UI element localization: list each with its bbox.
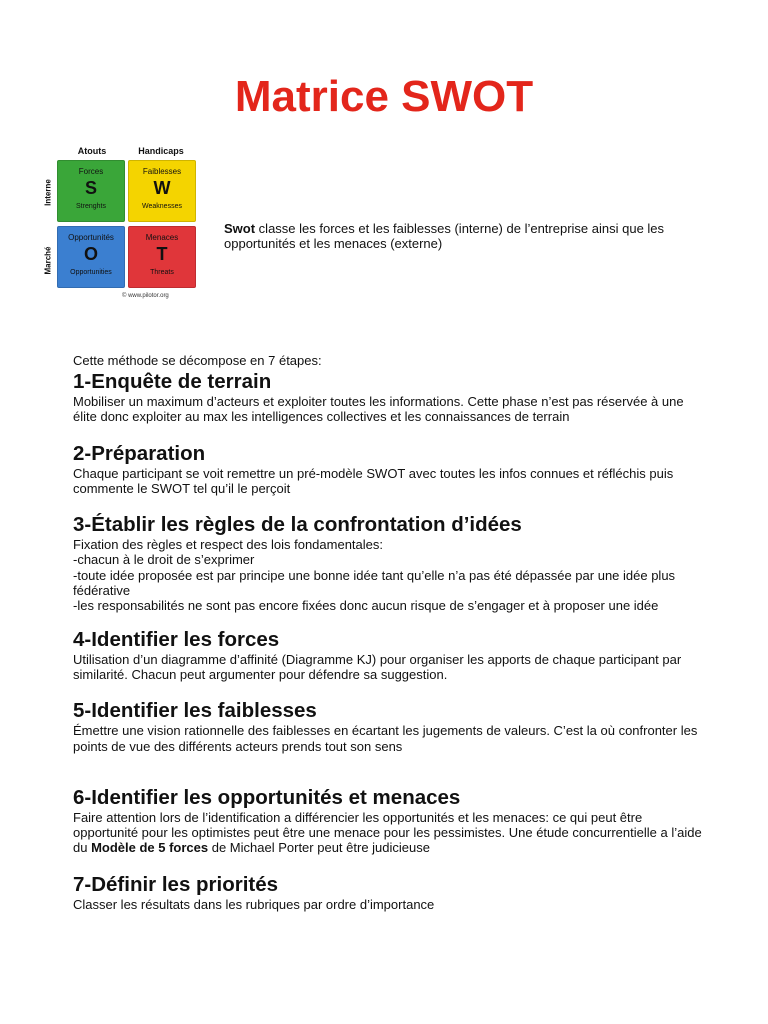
- quadrant-threats: [128, 226, 196, 288]
- step-text-part: de Michael Porter peut être judicieuse: [208, 840, 430, 856]
- quadrant-subtitle: Weaknesses: [142, 203, 182, 210]
- figure-credit: © www.pilotor.org: [122, 293, 169, 299]
- quadrant-title: Opportunités: [68, 233, 114, 242]
- intro-paragraph: [224, 221, 704, 251]
- intro-bold: Swot: [224, 221, 256, 236]
- step-6: [73, 786, 703, 856]
- quadrant-title: Menaces: [145, 233, 179, 242]
- step-3: [73, 513, 703, 613]
- quadrant-letter: O: [83, 244, 98, 264]
- col-header-handicaps: Handicaps: [138, 146, 184, 156]
- quadrant-title: Faiblesses: [142, 167, 182, 176]
- quadrant-title: Forces: [78, 167, 104, 176]
- step-2: [73, 442, 703, 497]
- step-text: Classer les résultats dans les rubriques par ordre d’importance: [73, 896, 435, 912]
- quadrant-letter: W: [153, 178, 171, 198]
- step-heading: 6-Identifier les opportunités et menaces: [73, 785, 461, 809]
- quadrant-opportunities: [57, 226, 125, 288]
- quadrant-letter: S: [84, 178, 97, 198]
- step-heading: 7-Définir les priorités: [73, 872, 279, 896]
- quadrant-subtitle: Opportunities: [70, 269, 112, 276]
- step-text: Mobiliser un maximum d’acteurs et exploiter toutes les informations. Cette phase n’est pas réservée à une élite donc exploiter au max les intelligences collectives et les connaissances de terrain: [73, 394, 684, 425]
- step-text: Fixation des règles et respect des lois fondamentales:: [73, 537, 384, 553]
- intro-text: classe les forces et les faiblesses (interne) de l’entreprise ainsi que les opportunités et les menaces (externe): [224, 221, 665, 251]
- quadrant-subtitle: Threats: [150, 269, 174, 276]
- step-1: [73, 370, 703, 425]
- step-text: -toute idée proposée est par principe une bonne idée tant qu’elle n’a pas été dépassée par une idée plus fédérative: [73, 567, 676, 599]
- step-heading: 5-Identifier les faiblesses: [73, 699, 317, 723]
- step-text: Chaque participant se voit remettre un pré-modèle SWOT avec toutes les infos connues et réfléchis puis commente le SWOT tel qu’il le perçoit: [73, 465, 674, 496]
- step-text: Utilisation d’un diagramme d’affinité (Diagramme KJ) pour organiser les apports de chaque participant par similarité. Chacun peut argumenter pour défendre sa suggestion.: [73, 651, 682, 682]
- step-heading: 2-Préparation: [73, 441, 206, 465]
- step-5: [73, 699, 703, 754]
- quadrant-subtitle: Strenghts: [76, 203, 106, 210]
- quadrant-strengths: [57, 160, 125, 222]
- page-title: Matrice SWOT: [234, 72, 534, 121]
- step-heading: 4-Identifier les forces: [73, 627, 280, 651]
- step-7: [73, 873, 703, 912]
- row-header-marche: Marché: [43, 246, 53, 275]
- step-text-part: Faire attention lors de l’identification a différencier les opportunités et les menaces: ce qui peut être opportunité pour les optimistes peut être une menace pour les pessimistes. Une étude concurrentielle a l’aide du: [73, 809, 702, 856]
- quadrant-weaknesses: [128, 160, 196, 222]
- step-text: -les responsabilités ne sont pas encore fixées donc aucun risque de s’engager et à proposer une idée: [73, 598, 659, 614]
- col-header-atouts: Atouts: [77, 146, 107, 156]
- quadrant-letter: T: [156, 244, 168, 264]
- step-text: [73, 810, 703, 856]
- step-heading: 3-Établir les règles de la confrontation d’idées: [73, 513, 522, 537]
- step-text: Émettre une vision rationnelle des faiblesses en écartant les jugements de valeurs. C’est la où confronter les points de vue des différents acteurs prends tout son sens: [73, 723, 698, 754]
- step-heading: 1-Enquête de terrain: [73, 370, 272, 393]
- steps-body: [73, 353, 703, 912]
- step-4: [73, 628, 703, 683]
- row-header-interne: Interne: [43, 179, 53, 206]
- porter-model-bold: Modèle de 5 forces: [91, 840, 209, 856]
- lead-text: Cette méthode se décompose en 7 étapes:: [73, 353, 322, 368]
- step-text: -chacun à le droit de s’exprimer: [73, 552, 255, 568]
- swot-matrix-figure: [40, 146, 205, 306]
